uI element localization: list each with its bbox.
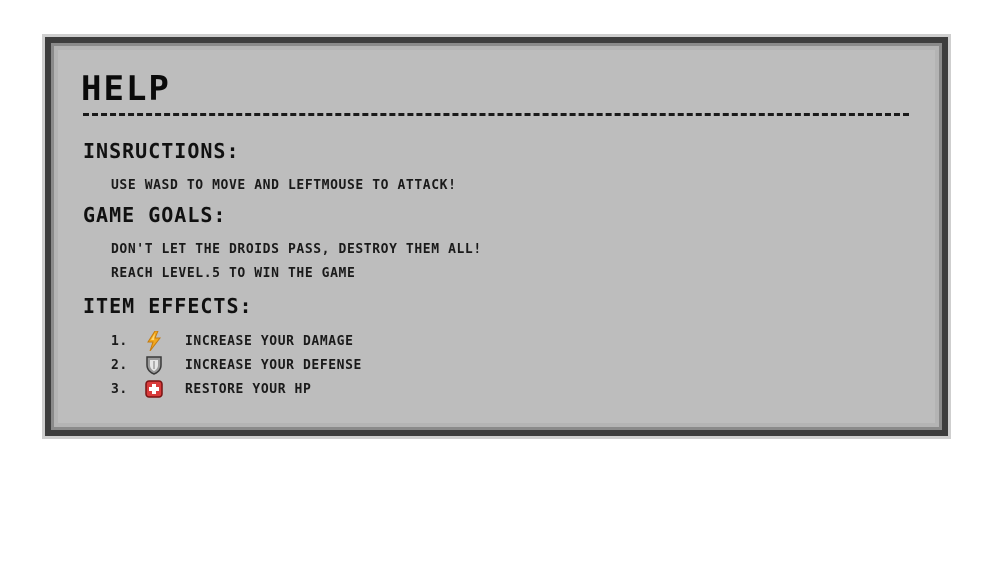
title-divider: [83, 113, 909, 116]
help-title: HELP: [81, 69, 171, 109]
item-effect-text: INCREASE YOUR DEFENSE: [185, 357, 362, 373]
help-panel: [45, 37, 948, 436]
item-effects-heading: ITEM EFFECTS:: [83, 294, 253, 318]
item-effect-row-2: [111, 355, 362, 375]
instructions-heading: INSRUCTIONS:: [83, 139, 240, 163]
lightning-bolt-icon: [145, 331, 185, 351]
item-effect-row-3: [111, 379, 311, 399]
item-number: 3.: [111, 381, 128, 397]
shield-icon: [145, 355, 185, 375]
game-goals-heading: GAME GOALS:: [83, 203, 227, 227]
health-cross-icon: [145, 379, 185, 399]
game-goal-line-2: REACH LEVEL.5 TO WIN THE GAME: [111, 266, 356, 281]
item-effect-text: RESTORE YOUR HP: [185, 381, 312, 397]
instruction-line-1: USE WASD TO MOVE AND LEFTMOUSE TO ATTACK!: [111, 178, 457, 193]
game-goal-line-1: DON'T LET THE DROIDS PASS, DESTROY THEM ALL!: [111, 242, 482, 257]
item-number: 1.: [111, 333, 128, 349]
item-effect-text: INCREASE YOUR DAMAGE: [185, 333, 354, 349]
item-effect-row-1: [111, 331, 354, 351]
item-number: 2.: [111, 357, 128, 373]
